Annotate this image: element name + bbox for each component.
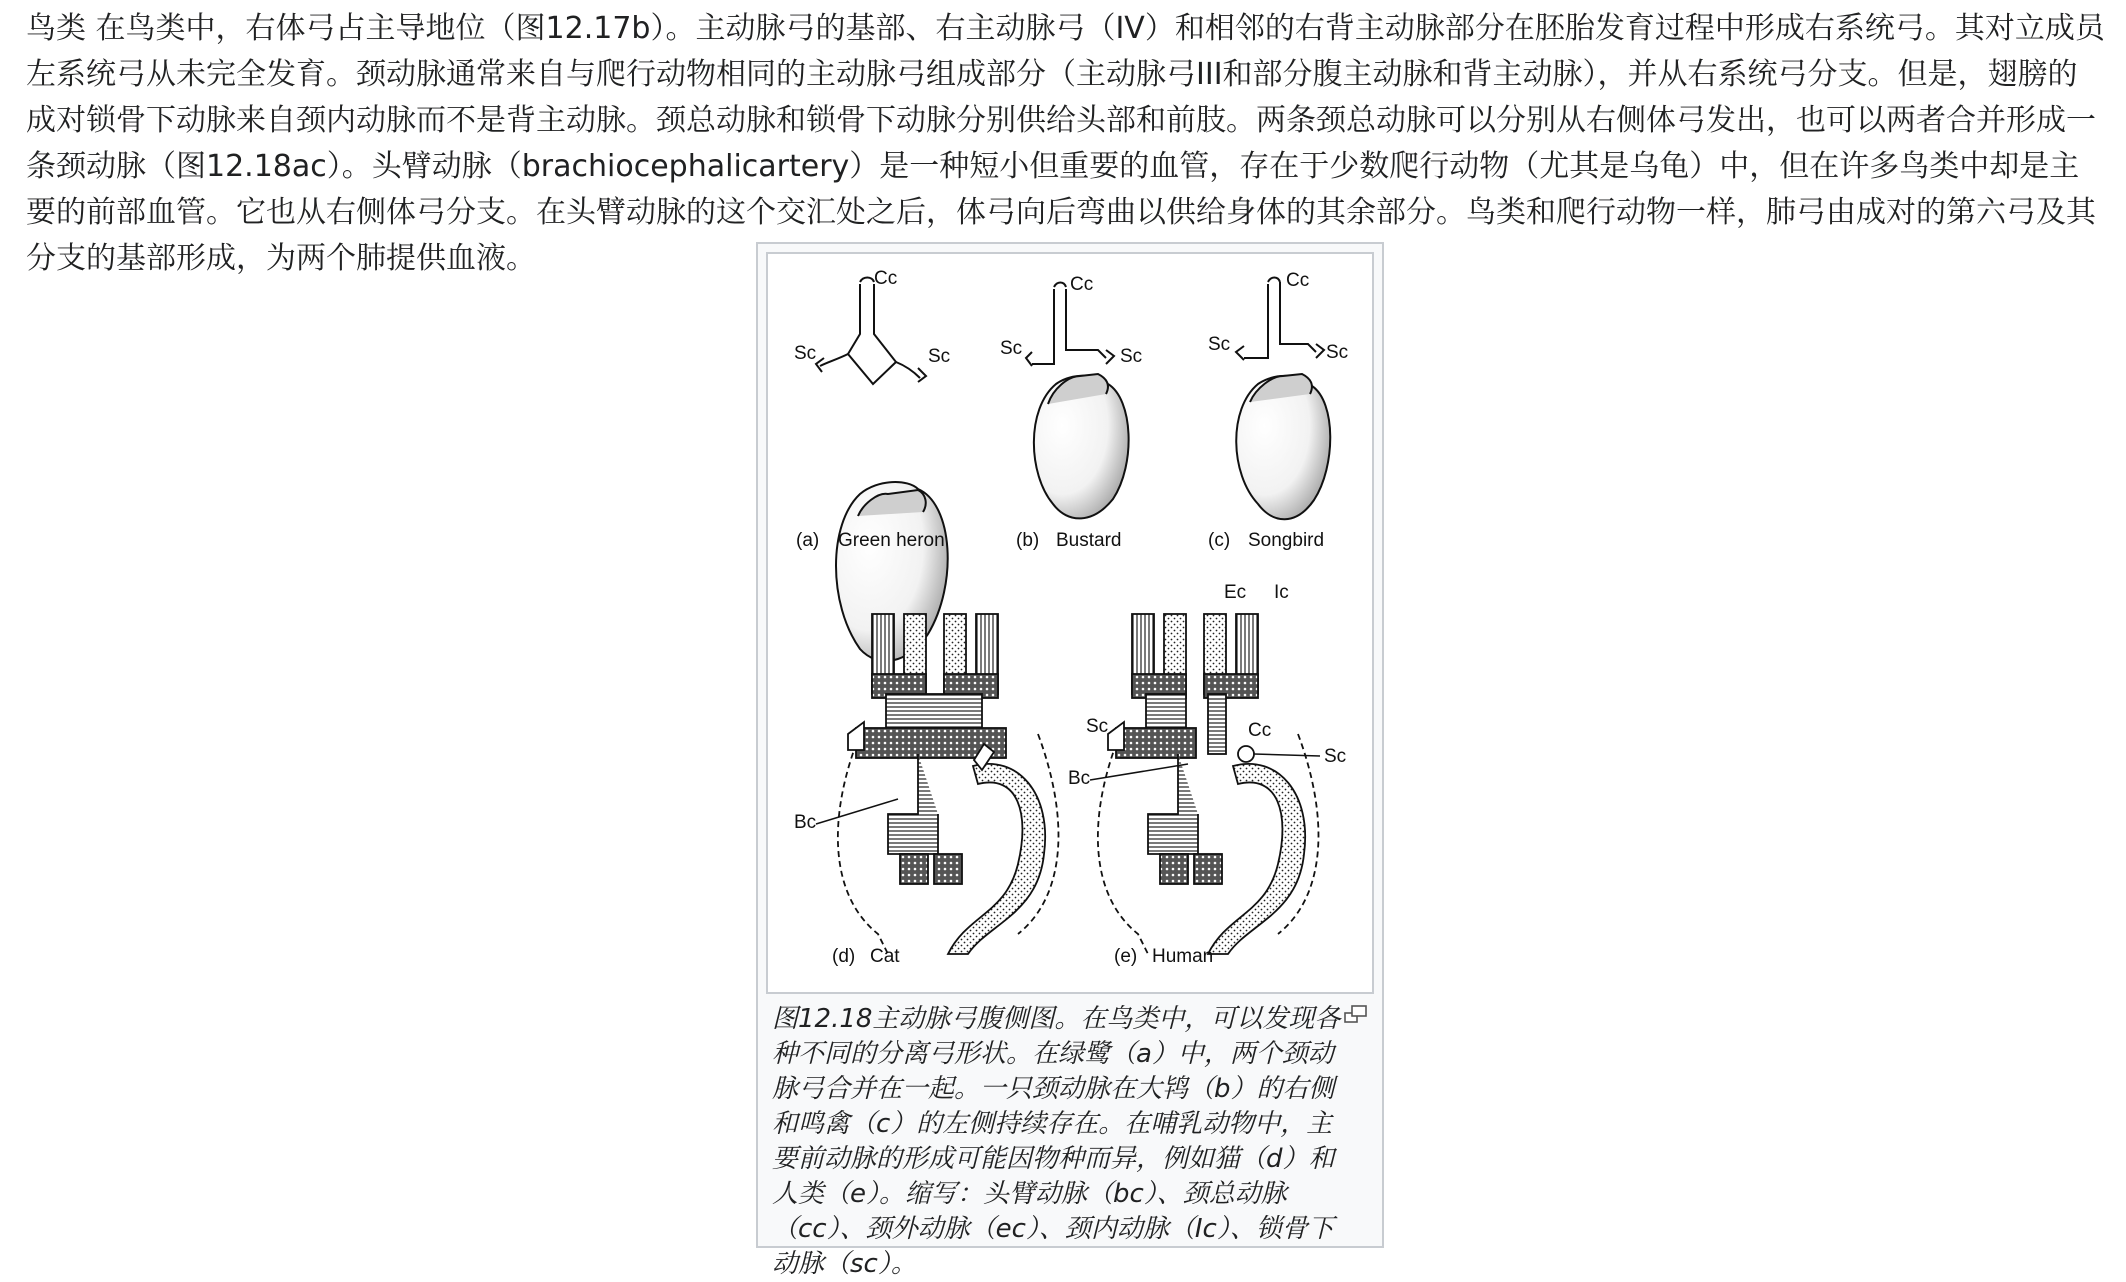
- panel-e-name: Human: [1152, 946, 1214, 967]
- label-sc-a-left: Sc: [794, 343, 817, 364]
- panel-a-name: Green heron: [838, 530, 945, 551]
- panel-e-letter: (e): [1114, 946, 1138, 967]
- leader-bc-d: [816, 799, 898, 824]
- leader-bc-e: [1090, 764, 1188, 780]
- panel-d-letter: (d): [832, 946, 856, 967]
- magnify-icon[interactable]: [1344, 1004, 1368, 1024]
- label-sc-b-right: Sc: [1120, 346, 1143, 367]
- label-sc-e-left: Sc: [1086, 716, 1109, 737]
- panel-b-bustard: [1026, 283, 1129, 519]
- label-cc-b: Cc: [1070, 274, 1094, 295]
- panel-c-name: Songbird: [1248, 530, 1325, 551]
- label-sc-a-right: Sc: [928, 346, 951, 367]
- figure-image[interactable]: [766, 252, 1374, 994]
- label-sc-c-left: Sc: [1208, 334, 1231, 355]
- figure-caption: 图12.18主动脉弓腹侧图。在鸟类中，可以发现各种不同的分离弓形状。在绿鹭（a）中，两个颈动脉弓合并在一起。一只颈动脉在大鸨（b）的右侧和鸣禽（c）的左侧持续存在。在哺乳动物中，主要前动脉的形成可能因物种而异，例如猫（d）和人类（e）。缩写：头臂动脉（bc）、颈总动脉（cc）、颈外动脉（ec）、颈内动脉（Ic）、锁骨下动脉（sc）。: [772, 1004, 1341, 1279]
- figure: [756, 242, 1384, 1279]
- aortic-arch-diagram: [768, 254, 1372, 992]
- panel-c-songbird: [1236, 278, 1330, 520]
- panel-a-green-heron: [816, 278, 951, 662]
- panel-d-name: Cat: [870, 946, 900, 967]
- label-sc-c-right: Sc: [1326, 342, 1349, 363]
- label-ic-e: Ic: [1274, 582, 1289, 603]
- leader-sc-e: [1254, 754, 1320, 756]
- panel-d-cat: [838, 614, 1059, 954]
- label-bc-e: Bc: [1068, 768, 1091, 789]
- label-bc-d: Bc: [794, 812, 817, 833]
- label-cc-a: Cc: [874, 268, 898, 289]
- label-cc-c: Cc: [1286, 270, 1310, 291]
- label-sc-e-right: Sc: [1324, 746, 1347, 767]
- article-paragraph: 鸟类 在鸟类中，右体弓占主导地位（图12.17b）。主动脉弓的基部、右主动脉弓（IV）和相邻的右背主动脉部分在胚胎发育过程中形成右系统弓。其对立成员左系统弓从未完全发育。颈动脉通常来自与爬行动物相同的主动脉弓组成部分（主动脉弓III和部分腹主动脉和背主动脉），并从右系统弓分支。但是，翅膀的成对锁骨下动脉来自颈内动脉而不是背主动脉。颈总动脉和锁骨下动脉分别供给头部和前肢。两条颈总动脉可以分别从右侧体弓发出，也可以两者合并形成一条颈动脉（图12.18ac）。头臂动脉（brachiocephalicartery）是一种短小但重要的血管，存在于少数爬行动物（尤其是乌龟）中，但在许多鸟类中却是主要的前部血管。它也从右侧体弓分支。在头臂动脉的这个交汇处之后，体弓向后弯曲以供给身体的其余部分。鸟类和爬行动物一样，肺弓由成对的第六弓及其分支的基部形成，为两个肺提供血液。: [26, 11, 2105, 276]
- label-ec-e: Ec: [1224, 582, 1247, 603]
- label-sc-b-left: Sc: [1000, 338, 1023, 359]
- label-cc-e: Cc: [1248, 720, 1272, 741]
- panel-e-human: [1098, 614, 1319, 954]
- panel-a-letter: (a): [796, 530, 820, 551]
- panel-b-name: Bustard: [1056, 530, 1122, 551]
- panel-c-letter: (c): [1208, 530, 1231, 551]
- panel-b-letter: (b): [1016, 530, 1040, 551]
